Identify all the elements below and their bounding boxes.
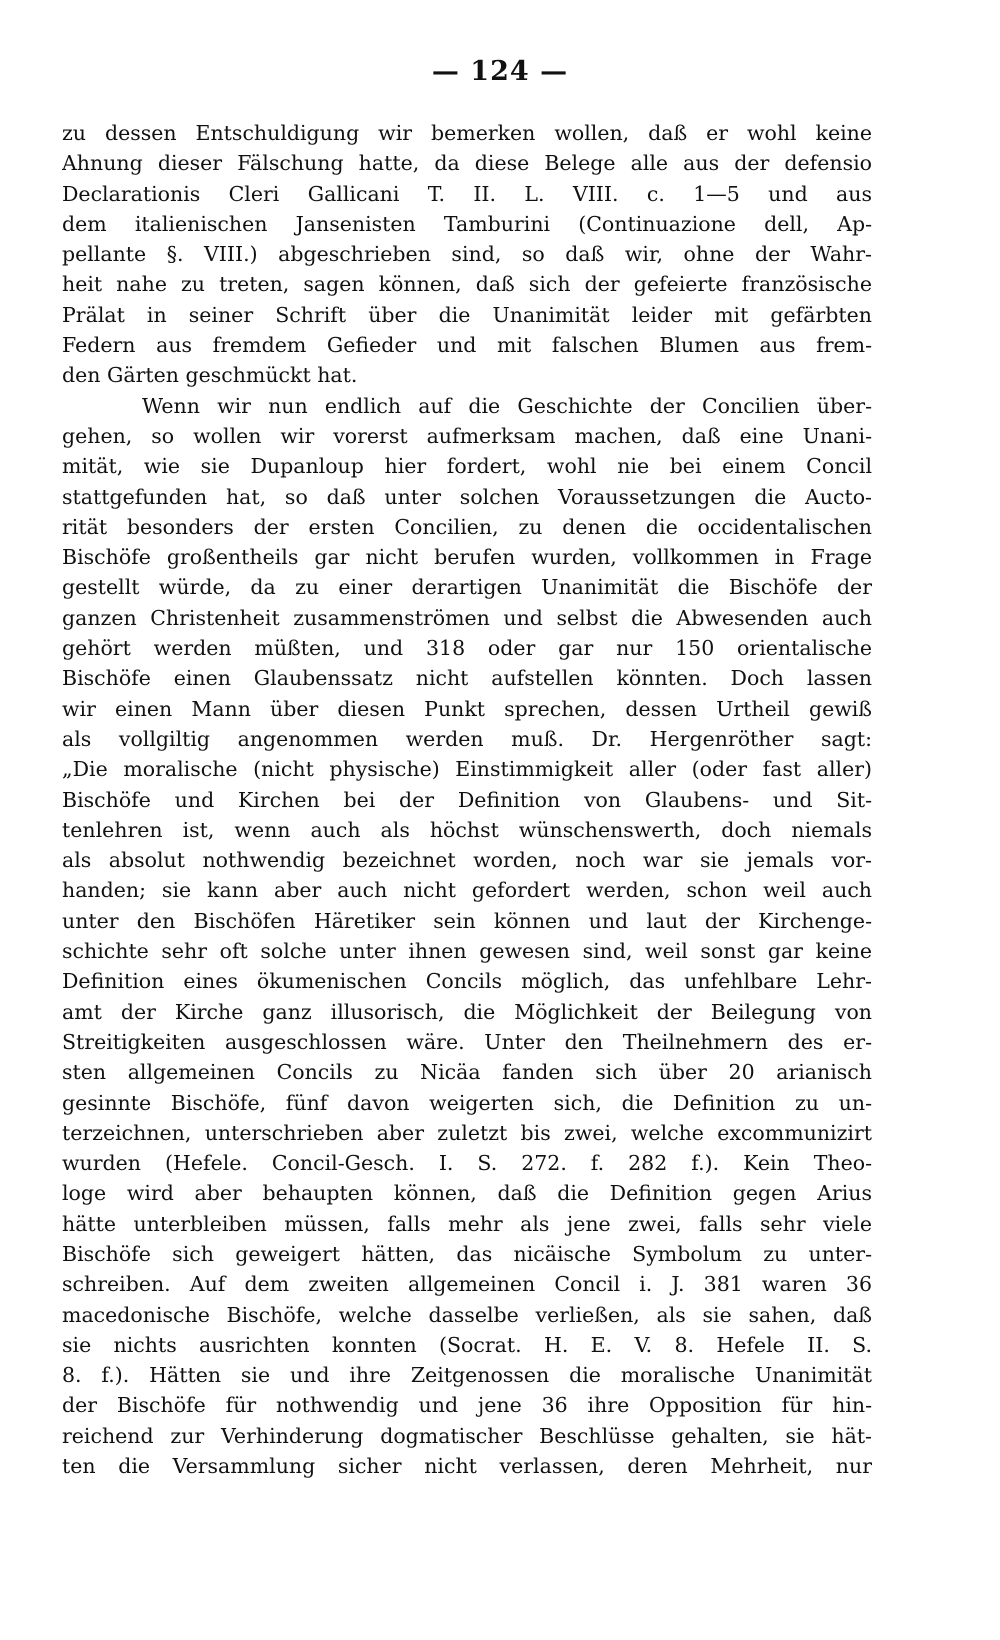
text-line: hätte unterbleiben müssen, falls mehr als jene zwei, falls sehr viele bbox=[62, 1211, 872, 1236]
text-line: als absolut nothwendig bezeichnet worden, noch war sie jemals vor- bbox=[62, 848, 872, 873]
text-line: Prälat in seiner Schrift über die Unanimität leider mit gefärbten bbox=[62, 302, 872, 327]
text-line: der Bischöfe für nothwendig und jene 36 ihre Opposition für hin- bbox=[62, 1393, 872, 1418]
text-line: sie nichts ausrichten konnten (Socrat. H. E. V. 8. Hefele II. S. bbox=[62, 1332, 872, 1357]
text-line: gesinnte Bischöfe, fünf davon weigerten sich, die Definition zu un- bbox=[62, 1090, 872, 1115]
text-line: wurden (Hefele. Concil-Gesch. I. S. 272. f. 282 f.). Kein Theo- bbox=[62, 1151, 872, 1176]
text-line: Bischöfe sich geweigert hätten, das nicäische Symbolum zu unter- bbox=[62, 1241, 872, 1266]
text-line: pellante §. VIII.) abgeschrieben sind, so daß wir, ohne der Wahr- bbox=[62, 242, 872, 267]
text-line: ten die Versammlung sicher nicht verlassen, deren Mehrheit, nur bbox=[62, 1454, 872, 1479]
text-line: als vollgiltig angenommen werden muß. Dr. Hergenröther sagt: bbox=[62, 726, 872, 751]
text-line: dem italienischen Jansenisten Tamburini (Continuazione dell, Ap- bbox=[62, 211, 872, 236]
page-number: — 124 — bbox=[431, 56, 569, 87]
text-line: den Gärten geschmückt hat. bbox=[62, 363, 358, 388]
text-line: Declarationis Cleri Gallicani T. II. L. VIII. c. 1—5 und aus bbox=[62, 181, 872, 206]
text-line: tenlehren ist, wenn auch als höchst wünschenswerth, doch niemals bbox=[62, 817, 872, 842]
text-line: 8. f.). Hätten sie und ihre Zeitgenossen die moralische Unanimität bbox=[62, 1363, 872, 1388]
text-line: Ahnung dieser Fälschung hatte, da diese Belege alle aus der defensio bbox=[62, 151, 872, 176]
text-line: „Die moralische (nicht physische) Einstimmigkeit aller (oder fast aller) bbox=[62, 757, 872, 782]
text-line: stattgefunden hat, so daß unter solchen Voraussetzungen die Aucto- bbox=[62, 484, 872, 509]
text-line: Streitigkeiten ausgeschlossen wäre. Unter den Theilnehmern des er- bbox=[62, 1029, 872, 1054]
text-line: schichte sehr oft solche unter ihnen gewesen sind, weil sonst gar keine bbox=[62, 939, 872, 964]
text-line: handen; sie kann aber auch nicht gefordert werden, schon weil auch bbox=[62, 878, 872, 903]
text-line: amt der Kirche ganz illusorisch, die Möglichkeit der Beilegung von bbox=[62, 999, 872, 1024]
text-line: rität besonders der ersten Concilien, zu denen die occidentalischen bbox=[62, 514, 872, 539]
text-line: gehen, so wollen wir vorerst aufmerksam machen, daß eine Unani- bbox=[62, 423, 872, 448]
text-line: zu dessen Entschuldigung wir bemerken wollen, daß er wohl keine bbox=[62, 121, 872, 145]
text-line: reichend zur Verhinderung dogmatischer Beschlüsse gehalten, sie hät- bbox=[62, 1423, 872, 1448]
text-line: sten allgemeinen Concils zu Nicäa fanden sich über 20 arianisch bbox=[62, 1060, 872, 1085]
text-line: Federn aus fremdem Gefieder und mit falschen Blumen aus frem- bbox=[62, 333, 872, 358]
text-line: terzeichnen, unterschrieben aber zuletzt bis zwei, welche excommunizirt bbox=[62, 1120, 872, 1145]
text-line: Wenn wir nun endlich auf die Geschichte der Concilien über- bbox=[142, 393, 872, 418]
text-line: Definition eines ökumenischen Concils möglich, das unfehlbare Lehr- bbox=[62, 969, 872, 994]
text-line: unter den Bischöfen Häretiker sein können und laut der Kirchenge- bbox=[62, 908, 872, 933]
text-line: gehört werden müßten, und 318 oder gar nur 150 orientalische bbox=[62, 636, 872, 661]
text-line: schreiben. Auf dem zweiten allgemeinen Concil i. J. 381 waren 36 bbox=[62, 1272, 872, 1297]
text-line: Bischöfe einen Glaubenssatz nicht aufstellen könnten. Doch lassen bbox=[62, 666, 872, 691]
text-line: heit nahe zu treten, sagen können, daß sich der gefeierte französische bbox=[62, 272, 872, 297]
text-line: loge wird aber behaupten können, daß die Definition gegen Arius bbox=[62, 1181, 872, 1206]
text-line: wir einen Mann über diesen Punkt sprechen, dessen Urtheil gewiß bbox=[62, 696, 872, 721]
text-line: Bischöfe großentheils gar nicht berufen wurden, vollkommen in Frage bbox=[62, 545, 872, 570]
text-line: macedonische Bischöfe, welche dasselbe verließen, als sie sahen, daß bbox=[62, 1302, 872, 1327]
text-line: Bischöfe und Kirchen bei der Definition von Glaubens- und Sit- bbox=[62, 787, 872, 812]
text-line: ganzen Christenheit zusammenströmen und selbst die Abwesenden auch bbox=[62, 605, 872, 630]
body-text bbox=[62, 118, 872, 1481]
text-line: mität, wie sie Dupanloup hier fordert, wohl nie bei einem Concil bbox=[62, 454, 872, 479]
text-line: gestellt würde, da zu einer derartigen Unanimität die Bischöfe der bbox=[62, 575, 872, 600]
